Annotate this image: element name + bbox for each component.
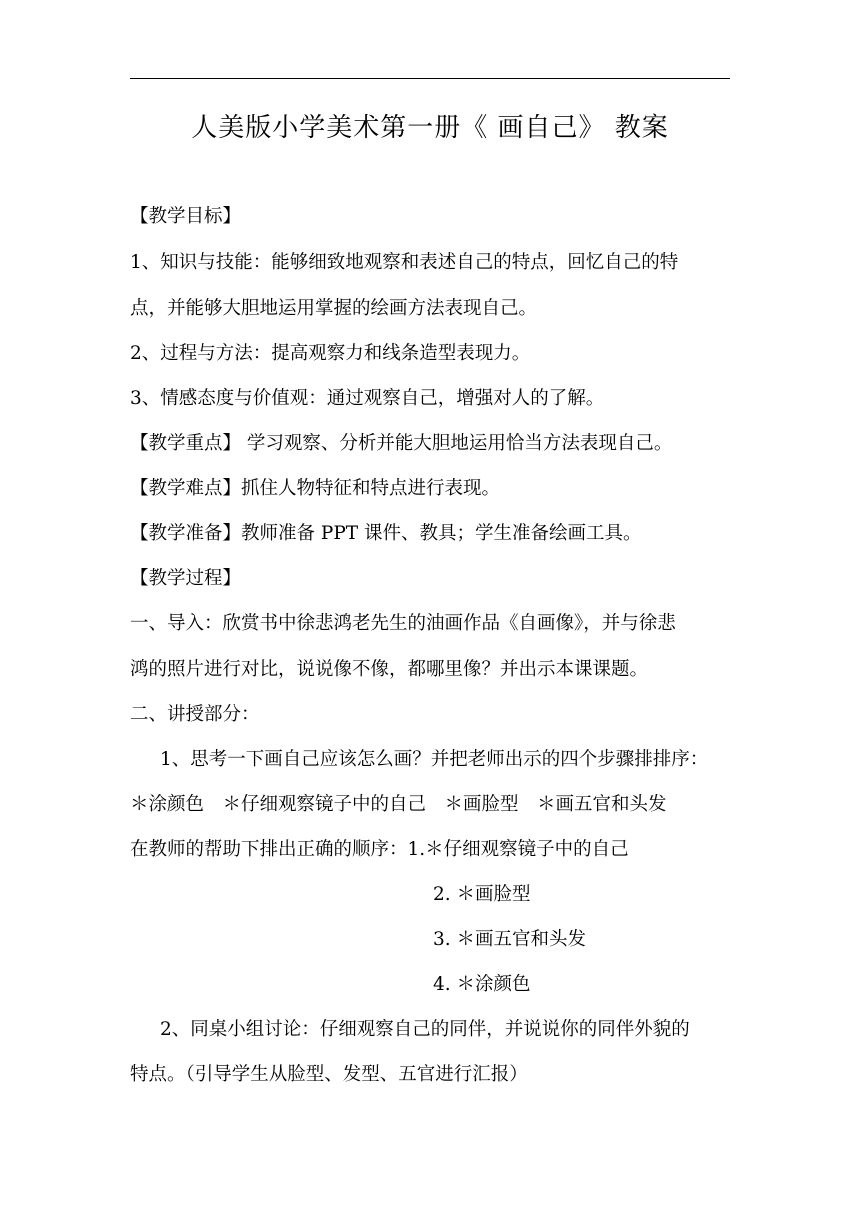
order-line-3: 3. ＊画五官和头发 bbox=[433, 929, 587, 950]
section-heading-process: 【教学过程】 bbox=[130, 568, 242, 589]
header-rule bbox=[130, 78, 730, 79]
order-line-2: 2. ＊画脸型 bbox=[433, 884, 531, 905]
objective-2: 2、过程与方法：提高观察力和线条造型表现力。 bbox=[130, 343, 531, 364]
discussion-line-2: 特点。（引导学生从脸型、发型、五官进行汇报） bbox=[130, 1064, 528, 1085]
section-heading-teaching: 二、讲授部分： bbox=[130, 704, 260, 725]
teaching-difficulty: 【教学难点】抓住人物特征和特点进行表现。 bbox=[130, 478, 501, 499]
objective-1-line-1: 1、知识与技能：能够细致地观察和表述自己的特点，回忆自己的特 bbox=[130, 252, 679, 273]
document-title: 人美版小学美术第一册《 画自己》 教案 bbox=[191, 113, 669, 143]
discussion-line-1: 2、同桌小组讨论：仔细观察自己的同伴，并说说你的同伴外貌的 bbox=[160, 1019, 690, 1040]
intro-line-2: 鸿的照片进行对比，说说像不像，都哪里像？并出示本课课题。 bbox=[130, 659, 649, 680]
step-options: ＊涂颜色 ＊仔细观察镜子中的自己 ＊画脸型 ＊画五官和头发 bbox=[130, 794, 667, 815]
objective-3: 3、情感态度与价值观：通过观察自己，增强对人的了解。 bbox=[130, 388, 605, 409]
step-question: 1、思考一下画自己应该怎么画？并把老师出示的四个步骤排排序： bbox=[160, 749, 709, 770]
objective-1-line-2: 点，并能够大胆地运用掌握的绘画方法表现自己。 bbox=[130, 298, 538, 319]
intro-line-1: 一、导入：欣赏书中徐悲鸿老先生的油画作品《自画像》，并与徐悲 bbox=[130, 613, 676, 634]
section-heading-objectives: 【教学目标】 bbox=[130, 206, 242, 227]
order-line-4: 4. ＊涂颜色 bbox=[433, 974, 531, 995]
order-line-1: 在教师的帮助下排出正确的顺序：1.＊仔细观察镜子中的自己 bbox=[130, 839, 629, 860]
teaching-preparation: 【教学准备】教师准备 PPT 课件、教具；学生准备绘画工具。 bbox=[130, 523, 642, 544]
teaching-focus: 【教学重点】 学习观察、分析并能大胆地运用恰当方法表现自己。 bbox=[130, 433, 673, 454]
